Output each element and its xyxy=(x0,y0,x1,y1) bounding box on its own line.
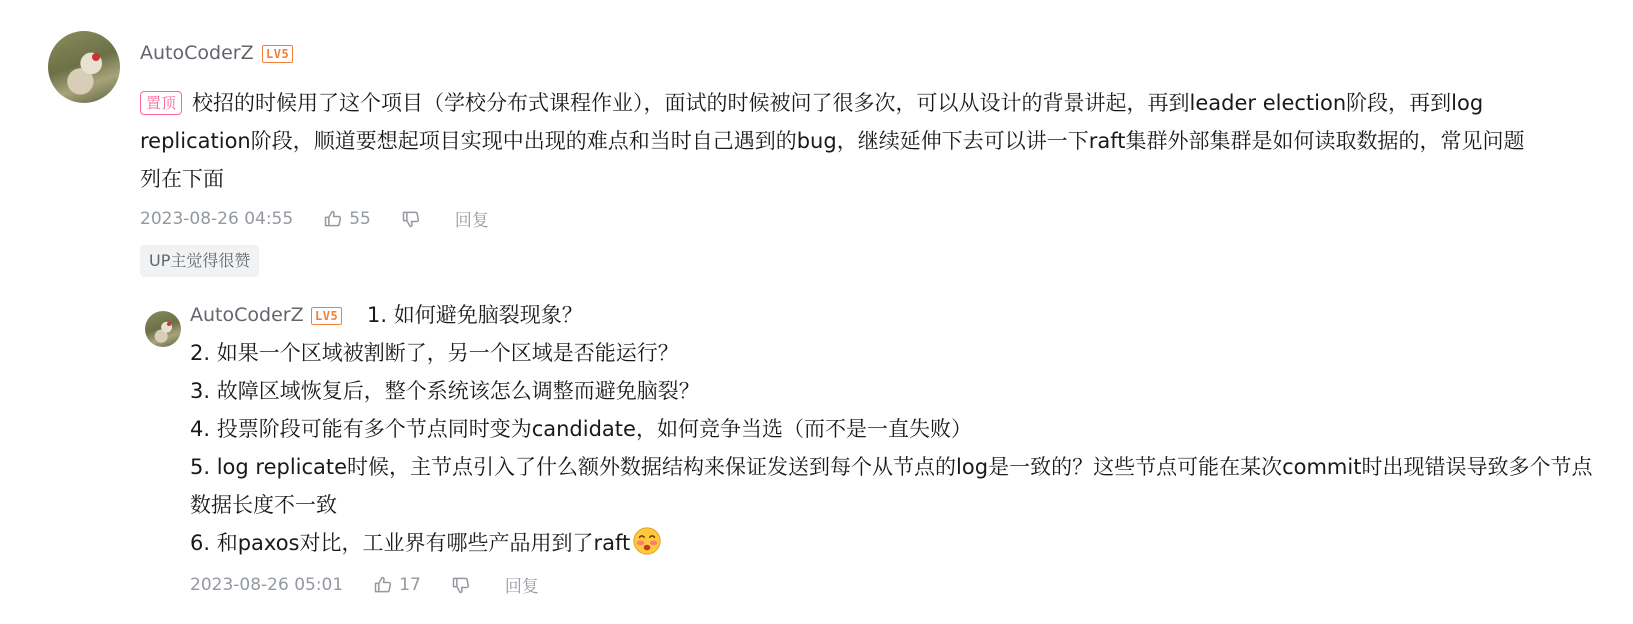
comment-content xyxy=(140,84,1535,198)
reply-level-badge: LV5 xyxy=(311,307,342,325)
reply-line-1: 1. 如何避免脑裂现象？ xyxy=(367,303,583,327)
thumb-up-icon xyxy=(323,209,343,229)
reply-button[interactable]: 回复 xyxy=(454,211,489,231)
thumb-down-icon xyxy=(401,209,421,229)
like-button[interactable] xyxy=(323,209,371,229)
reply-time: 2023-08-26 05:01 xyxy=(190,574,344,595)
reply-username[interactable]: AutoCoderZ xyxy=(190,304,304,326)
reply-content xyxy=(190,334,1600,562)
reply-line-3: 3. 故障区域恢复后，整个系统该怎么调整而避免脑裂？ xyxy=(190,379,700,403)
reply-meta xyxy=(190,572,539,597)
dislike-button[interactable] xyxy=(401,209,427,229)
thumb-up-icon xyxy=(373,575,393,595)
reply-line-5: 5. log replicate时候，主节点引入了什么额外数据结构来保证发送到每个从节点的log是一致的？这些节点可能在某次commit时出现错误导致多个节点数据长度不一致 xyxy=(190,455,1593,517)
reply-avatar[interactable] xyxy=(145,311,181,347)
avatar-image xyxy=(167,322,171,326)
reply-line-2: 2. 如果一个区域被割断了，另一个区域是否能运行？ xyxy=(190,341,679,365)
reply-line-6 xyxy=(190,524,1600,562)
comment-meta xyxy=(140,206,489,231)
like-count: 55 xyxy=(349,208,371,229)
up-liked-badge: UP主觉得很赞 xyxy=(140,245,259,277)
reply-line-6-text: 6. 和paxos对比，工业界有哪些产品用到了raft xyxy=(190,531,631,555)
comment-time: 2023-08-26 04:55 xyxy=(140,208,294,229)
comment-text: 校招的时候用了这个项目（学校分布式课程作业），面试的时候被问了很多次，可以从设计的背景讲起，再到leader election阶段，再到log replication阶段，顺道要想起项目实现中出现的难点和当时自己遇到的bug，继续延伸下去可以讲一下raft集群外部集群是如何读取数据的，常见问题列在下面 xyxy=(140,91,1525,191)
reply-like-button[interactable] xyxy=(373,575,421,595)
reply-line-4: 4. 投票阶段可能有多个节点同时变为candidate，如何竞争当选（而不是一直失败） xyxy=(190,417,972,441)
comment-username[interactable]: AutoCoderZ xyxy=(140,42,254,64)
blushing-emoji-icon xyxy=(632,526,662,556)
avatar-image xyxy=(92,53,100,61)
avatar[interactable] xyxy=(48,31,120,103)
reply-like-count: 17 xyxy=(399,574,421,595)
pinned-badge: 置顶 xyxy=(140,91,182,115)
reply-reply-button[interactable]: 回复 xyxy=(504,577,539,597)
reply-dislike-button[interactable] xyxy=(451,575,477,595)
level-badge: LV5 xyxy=(262,45,293,63)
thumb-down-icon xyxy=(451,575,471,595)
